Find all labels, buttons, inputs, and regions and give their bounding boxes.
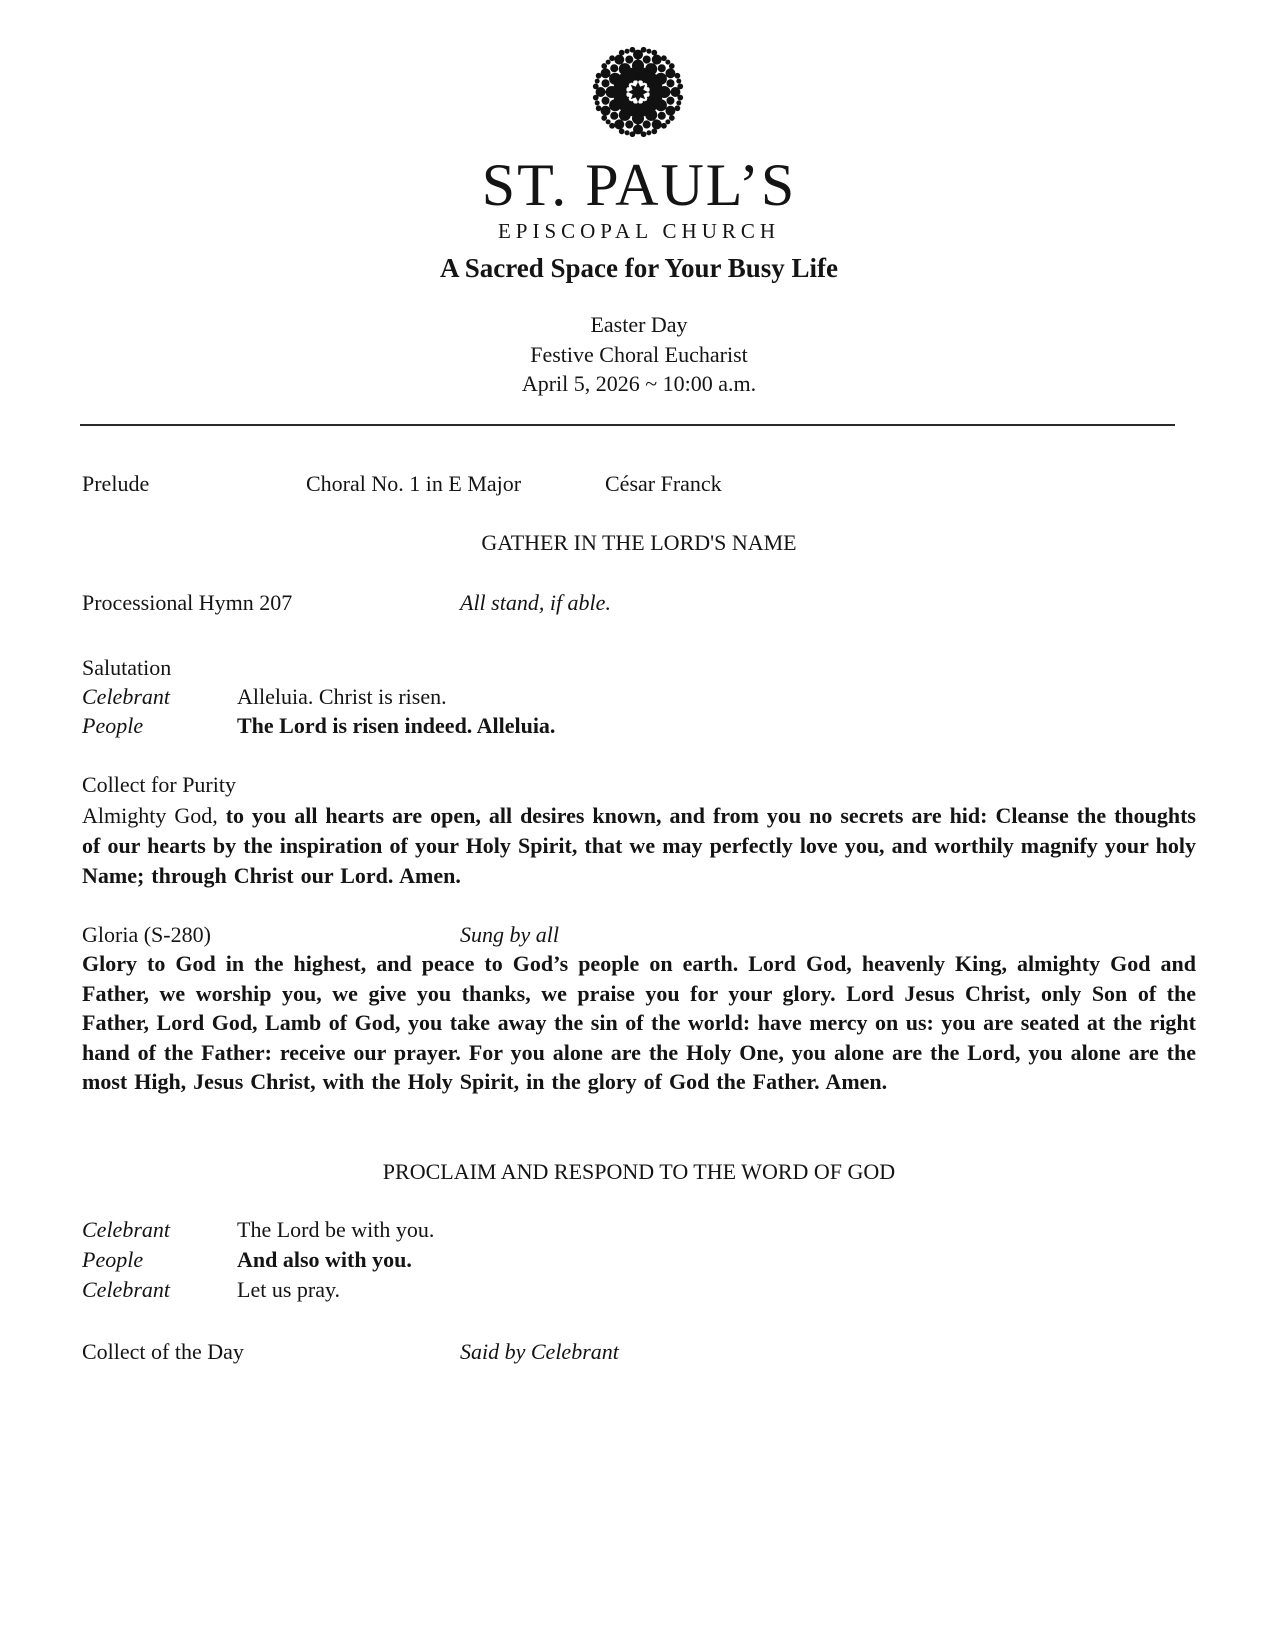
collect-for-purity-label xyxy=(82,770,1196,800)
gloria-rubric: Sung by all xyxy=(460,922,559,947)
processional-hymn-rubric: All stand, if able. xyxy=(460,590,611,615)
logo-container xyxy=(0,44,1275,145)
people-text: The Lord is risen indeed. Alleluia. xyxy=(237,713,556,738)
prelude-composer: César Franck xyxy=(605,471,722,496)
gloria-row xyxy=(82,920,1196,950)
role-people: People xyxy=(82,1247,144,1272)
collect-of-day-rubric: Said by Celebrant xyxy=(460,1339,619,1364)
rose-window-logo-icon xyxy=(588,44,688,140)
salutation-dialogue xyxy=(82,682,1196,740)
gloria-paragraph: Glory to God in the highest, and peace to God’s people on earth. Lord God, heavenly King, almighty God and Father, we worship you, we give you thanks, we praise you for your glory. Lord Jesus Christ, only Son of the Father, Lord God, Lamb of God, you take away the sin of the world: have mercy on us: you are seated at the right hand of the Father: receive our prayer. For you alone are the Holy One, you alone are the Lord, you alone are the most High, Jesus Christ, with the Holy Spirit, in the glory of God the Father. Amen. xyxy=(82,951,1196,1094)
celebrant-text: The Lord be with you. xyxy=(237,1217,435,1242)
role-celebrant: Celebrant xyxy=(82,1217,170,1242)
dialogue-line xyxy=(82,682,1196,711)
dialogue-line xyxy=(82,1245,1196,1275)
church-name: ST. PAUL’S xyxy=(481,152,797,218)
dialogue-line xyxy=(82,711,1196,740)
gloria-label: Gloria (S-280) xyxy=(82,922,211,947)
people-text: And also with you. xyxy=(237,1247,412,1272)
horizontal-divider xyxy=(80,424,1175,426)
service-day: Easter Day xyxy=(590,312,688,337)
dialogue-line xyxy=(82,1275,1196,1305)
role-celebrant: Celebrant xyxy=(82,684,170,709)
word-dialogue xyxy=(82,1215,1196,1305)
section-heading-gather: GATHER IN THE LORD'S NAME xyxy=(481,530,797,555)
collect-intro: Almighty God, xyxy=(82,803,226,828)
service-type: Festive Choral Eucharist xyxy=(530,341,748,367)
processional-hymn-label: Processional Hymn 207 xyxy=(82,590,293,615)
collect-for-purity-paragraph xyxy=(82,801,1196,891)
service-datetime: April 5, 2026 ~ 10:00 a.m. xyxy=(521,371,757,396)
prelude-label: Prelude xyxy=(82,471,150,496)
church-subtitle: EPISCOPAL CHURCH xyxy=(497,219,781,243)
salutation-label xyxy=(82,653,1196,683)
church-tagline: A Sacred Space for Your Busy Life xyxy=(439,253,839,283)
collect-of-day-row xyxy=(82,1337,1196,1367)
prelude-title: Choral No. 1 in E Major xyxy=(306,471,522,496)
collect-for-purity-label-text: Collect for Purity xyxy=(82,772,236,797)
collect-of-day-label: Collect of the Day xyxy=(82,1339,244,1364)
celebrant-text: Let us pray. xyxy=(237,1277,341,1302)
collect-body: to you all hearts are open, all desires known, and from you no secrets are hid: Cleanse the thoughts of our hearts by the inspiration of your Holy Spirit, that we may perfectly love you, and worthily magnify your holy Name; through Christ our Lord. Amen. xyxy=(82,803,1196,888)
prelude-row xyxy=(82,469,1196,499)
processional-hymn-row xyxy=(82,588,1196,618)
celebrant-text: Alleluia. Christ is risen. xyxy=(237,684,447,709)
role-celebrant: Celebrant xyxy=(82,1277,170,1302)
role-people: People xyxy=(82,713,144,738)
salutation-label-text: Salutation xyxy=(82,655,172,680)
service-info xyxy=(82,310,1196,399)
dialogue-line xyxy=(82,1215,1196,1245)
section-heading-proclaim: PROCLAIM AND RESPOND TO THE WORD OF GOD xyxy=(382,1159,896,1184)
